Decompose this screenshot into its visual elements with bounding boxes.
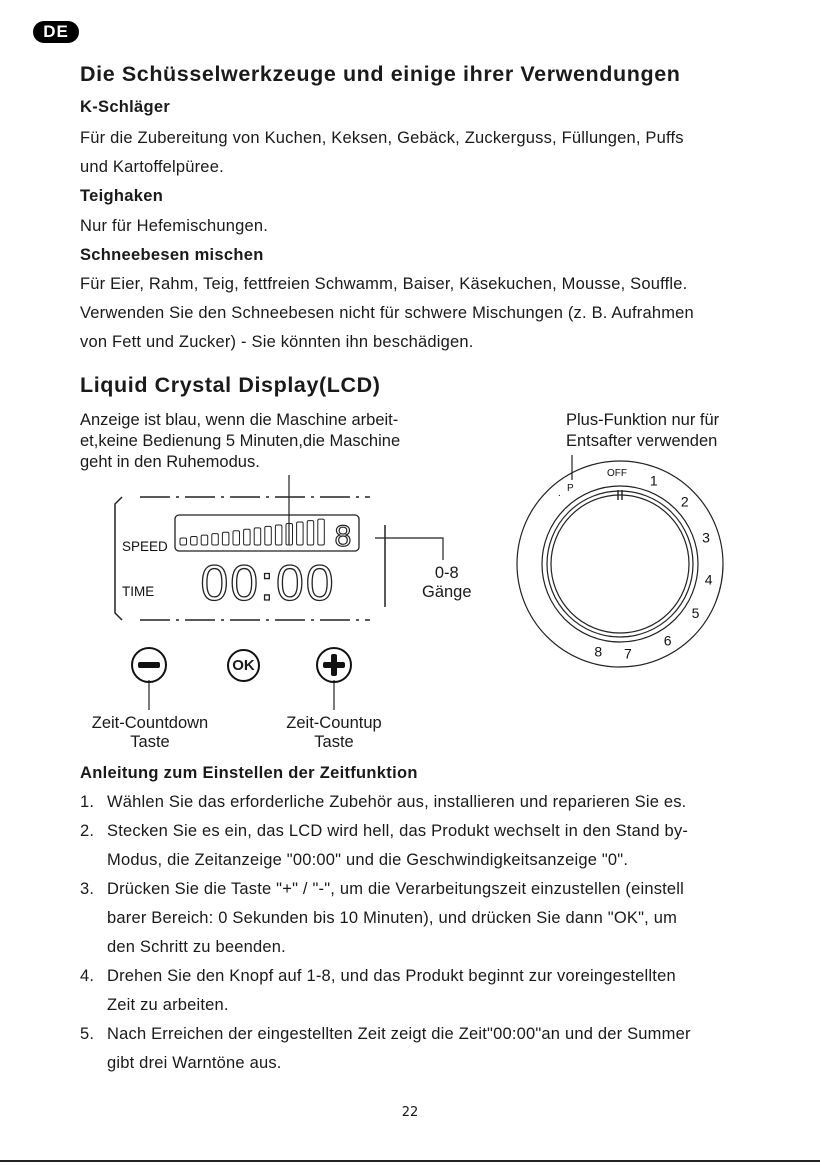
- countdown-label: [80, 714, 220, 752]
- step-item: [80, 962, 750, 1020]
- speed-segment: [307, 521, 314, 545]
- step-line: Stecken Sie es ein, das LCD wird hell, das Produkt wechselt in den Stand by-: [107, 822, 689, 840]
- speed-segment: [180, 538, 187, 545]
- step-number: 2.: [80, 822, 95, 840]
- time-label: TIME: [122, 584, 155, 599]
- speed-segment: [212, 534, 219, 545]
- step-item: [80, 875, 750, 962]
- text-line: Für Eier, Rahm, Teig, fettfreien Schwamm, Baiser, Käsekuchen, Mousse, Souffle.: [80, 275, 688, 293]
- dial-numbers: [594, 473, 712, 662]
- text-line: geht in den Ruhemodus.: [80, 453, 260, 471]
- dial-off-label: OFF: [607, 468, 627, 479]
- speed-segment: [318, 519, 325, 545]
- dial-ring-3: [547, 491, 693, 637]
- speed-segment: [191, 537, 198, 545]
- dial-number: 6: [663, 632, 672, 649]
- speed-segment: [222, 532, 229, 545]
- section-title-timer: Anleitung zum Einstellen der Zeitfunktion: [80, 764, 418, 782]
- step-line: Modus, die Zeitanzeige "00:00" und die Geschwindigkeitsanzeige "0".: [107, 851, 629, 869]
- text-line: Zeit-Countdown: [91, 714, 209, 732]
- text-line: et,keine Bedienung 5 Minuten,die Maschine: [80, 432, 401, 450]
- plus-button[interactable]: [316, 647, 352, 683]
- text-line: von Fett und Zucker) - Sie könnten ihn beschädigen.: [80, 333, 474, 351]
- text-line: Verwenden Sie den Schneebesen nicht für schwere Mischungen (z. B. Aufrahmen: [80, 304, 694, 322]
- text-line: Taste: [130, 733, 170, 751]
- step-line: barer Bereich: 0 Sekunden bis 10 Minuten), und drücken Sie dann "OK", um: [107, 909, 678, 927]
- text-k-schlaeger: [80, 124, 684, 182]
- gears-label: [422, 564, 472, 602]
- minus-icon: [138, 662, 160, 668]
- step-line: Drehen Sie den Knopf auf 1-8, und das Produkt beginnt zur voreingestellten: [107, 967, 676, 985]
- lcd-intro: [80, 410, 400, 473]
- time-display: 00:00: [200, 555, 336, 611]
- section-title-tools: Die Schüsselwerkzeuge und einige ihrer Verwendungen: [80, 62, 681, 86]
- text-line: Für die Zubereitung von Kuchen, Keksen, Gebäck, Zuckerguss, Füllungen, Puffs: [80, 129, 684, 147]
- step-line: Wählen Sie das erforderliche Zubehör aus, installieren und reparieren Sie es.: [107, 793, 687, 811]
- dial-p-label: P: [567, 483, 574, 494]
- step-number: 4.: [80, 967, 95, 985]
- timer-steps: [80, 788, 750, 1078]
- dial-number: 7: [623, 645, 632, 662]
- heading-teighaken: Teighaken: [80, 187, 164, 205]
- speed-segment: [201, 535, 208, 545]
- text-line: Nur für Hefemischungen.: [80, 217, 269, 235]
- text-teighaken: [80, 212, 268, 241]
- step-line: Nach Erreichen der eingestellten Zeit zeigt die Zeit"00:00"an und der Summer: [107, 1025, 691, 1043]
- step-line: gibt drei Warntöne aus.: [107, 1054, 282, 1072]
- text-line: Anzeige ist blau, wenn die Maschine arbeit-: [80, 411, 399, 429]
- text-line: und Kartoffelpüree.: [80, 158, 224, 176]
- dial-number: 3: [702, 529, 710, 546]
- ok-button[interactable]: OK: [227, 649, 260, 682]
- countup-label: [270, 714, 398, 752]
- step-number: 1.: [80, 793, 95, 811]
- speed-dial: [500, 440, 760, 680]
- text-line: Zeit-Countup: [286, 714, 382, 732]
- dial-number: 4: [704, 571, 713, 588]
- step-number: 5.: [80, 1025, 95, 1043]
- step-item: [80, 817, 750, 875]
- dial-number: 8: [594, 643, 603, 660]
- text-line: Gänge: [422, 583, 472, 601]
- step-item: [80, 1020, 750, 1078]
- step-item: [80, 788, 750, 817]
- dial-number: 1: [649, 472, 658, 489]
- text-line: Taste: [314, 733, 354, 751]
- section-title-lcd: Liquid Crystal Display(LCD): [80, 373, 381, 397]
- dial-ring-2: [542, 486, 698, 642]
- step-line: Drücken Sie die Taste "+" / "-", um die Verarbeitungszeit einzustellen (einstell: [107, 880, 685, 898]
- speed-segments: [180, 519, 324, 545]
- minus-button[interactable]: [131, 647, 167, 683]
- heading-schneebesen: Schneebesen mischen: [80, 246, 264, 264]
- plus-icon-v: [331, 654, 337, 676]
- step-line: den Schritt zu beenden.: [107, 938, 286, 956]
- language-badge: DE: [33, 21, 79, 43]
- bottom-rule: [0, 1160, 820, 1162]
- text-line: 0-8: [434, 564, 459, 582]
- dial-outer-ring: [517, 461, 723, 667]
- dial-number: 2: [680, 493, 689, 510]
- speed-digit: 8: [334, 520, 352, 553]
- speed-segment: [297, 522, 304, 545]
- dial-ring-4: [551, 495, 689, 633]
- speed-label: SPEED: [122, 539, 168, 554]
- lcd-panel-diagram: [100, 470, 500, 740]
- speed-segment: [265, 526, 272, 545]
- step-number: 3.: [80, 880, 95, 898]
- speed-segment: [275, 525, 282, 545]
- text-line: Entsafter verwenden: [566, 432, 718, 450]
- text-line: Plus-Funktion nur für: [566, 411, 720, 429]
- text-schneebesen: [80, 270, 694, 357]
- speed-bar-box: [175, 515, 359, 551]
- dial-dot: .: [558, 488, 561, 499]
- speed-segment: [233, 531, 240, 545]
- speed-segment: [254, 528, 261, 545]
- heading-k-schlaeger: K-Schläger: [80, 98, 171, 116]
- step-line: Zeit zu arbeiten.: [107, 996, 229, 1014]
- frame-left: [115, 497, 122, 620]
- dial-number: 5: [691, 605, 700, 622]
- page-number: 22: [401, 1105, 419, 1120]
- speed-segment: [244, 529, 251, 545]
